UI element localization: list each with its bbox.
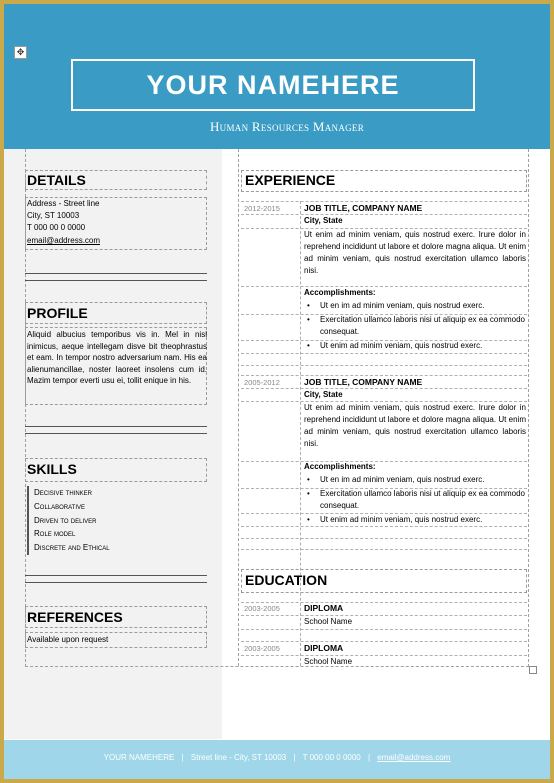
row-line bbox=[241, 602, 527, 603]
row-line bbox=[241, 488, 527, 489]
accomplishment-item[interactable]: • Ut en im ad minim veniam, quis nostrud exerc. bbox=[304, 474, 526, 487]
edu-2-degree[interactable]: DIPLOMA bbox=[304, 643, 344, 653]
row-line bbox=[241, 375, 527, 376]
row-line bbox=[241, 526, 527, 527]
row-line bbox=[241, 286, 527, 287]
section-rule bbox=[25, 575, 207, 583]
footer-email[interactable]: email@address.com bbox=[377, 753, 451, 762]
row-line bbox=[241, 214, 527, 215]
edu-2-dates[interactable]: 2003-2005 bbox=[244, 644, 280, 653]
job-2-title[interactable]: JOB TITLE, COMPANY NAME bbox=[304, 377, 423, 387]
footer bbox=[4, 740, 550, 779]
job-2-location[interactable]: City, State bbox=[304, 390, 343, 399]
details-heading[interactable]: DETAILS bbox=[27, 172, 86, 188]
accomplishment-item[interactable]: • Exercitation ullamco laboris nisi ut aliquip ex ea commodo consequat. bbox=[304, 488, 526, 513]
job-1-title[interactable]: JOB TITLE, COMPANY NAME bbox=[304, 203, 423, 213]
footer-separator: | bbox=[181, 753, 184, 762]
skill-item[interactable]: Role model bbox=[34, 529, 76, 539]
accomplishment-item[interactable]: • Exercitation ullamco laboris nisi ut aliquip ex ea commodo consequat. bbox=[304, 314, 526, 339]
job-2-accomplishments bbox=[304, 474, 526, 526]
footer-name[interactable]: YOUR NAMEHERE bbox=[103, 753, 175, 762]
experience-heading[interactable]: EXPERIENCE bbox=[245, 172, 336, 188]
row-line bbox=[241, 314, 527, 315]
resume-page bbox=[4, 4, 550, 779]
edu-2-school[interactable]: School Name bbox=[304, 657, 353, 666]
row-line bbox=[241, 201, 527, 202]
references-text[interactable]: Available upon request bbox=[27, 635, 109, 644]
skill-item[interactable]: Driven to deliver bbox=[34, 515, 97, 525]
row-line bbox=[241, 549, 527, 550]
accomplishment-item[interactable]: • Ut enim ad minim veniam, quis nostrud exerc. bbox=[304, 514, 526, 527]
job-1-accomplishments-label[interactable]: Accomplishments: bbox=[304, 288, 376, 297]
row-line bbox=[241, 538, 527, 539]
education-heading[interactable]: EDUCATION bbox=[245, 572, 328, 588]
job-1-dates[interactable]: 2012-2015 bbox=[244, 204, 280, 213]
footer-separator: | bbox=[367, 753, 371, 762]
job-2-dates[interactable]: 2005-2012 bbox=[244, 378, 280, 387]
skill-item[interactable]: Collaborative bbox=[34, 501, 86, 511]
edu-1-school[interactable]: School Name bbox=[304, 617, 353, 626]
row-line bbox=[241, 353, 527, 354]
accomplishment-item[interactable]: • Ut enim ad minim veniam, quis nostrud exerc. bbox=[304, 340, 526, 353]
section-rule bbox=[25, 426, 207, 434]
references-heading[interactable]: REFERENCES bbox=[27, 609, 123, 625]
date-column-divider bbox=[300, 201, 301, 666]
footer-separator: | bbox=[293, 753, 296, 762]
name-title[interactable]: YOUR NAMEHERE bbox=[71, 59, 475, 111]
job-2-description[interactable]: Ut enim ad minim veniam, quis nostrud exerc. Irure dolor in reprehend incididunt ut labore et dolore magna aliqua. Ut enim ad minim veniam, quis nostrud exercitation ullamco laboris nisi. bbox=[304, 403, 526, 448]
row-line bbox=[241, 340, 527, 341]
job-1-location[interactable]: City, State bbox=[304, 216, 343, 225]
table-resize-handle-icon[interactable] bbox=[529, 666, 537, 674]
row-line bbox=[241, 461, 527, 462]
row-line bbox=[241, 365, 527, 366]
edu-1-dates[interactable]: 2003-2005 bbox=[244, 604, 280, 613]
skills-list bbox=[27, 486, 207, 555]
job-title[interactable]: Human Resources Manager bbox=[209, 119, 365, 134]
accomplishment-item[interactable]: • Ut en im ad minim veniam, quis nostrud exerc. bbox=[304, 300, 526, 313]
row-line bbox=[241, 641, 527, 642]
skills-heading[interactable]: SKILLS bbox=[27, 461, 77, 477]
job-2-accomplishments-label[interactable]: Accomplishments: bbox=[304, 462, 376, 471]
job-1-accomplishments bbox=[304, 300, 526, 352]
row-line bbox=[241, 513, 527, 514]
footer-phone[interactable]: T 000 00 0 0000 bbox=[302, 753, 361, 762]
header-banner bbox=[4, 4, 550, 149]
skill-item[interactable]: Discrete and Ethical bbox=[34, 543, 110, 553]
row-line bbox=[241, 655, 527, 656]
skill-item[interactable]: Decisive thinker bbox=[34, 488, 93, 497]
details-city[interactable]: City, ST 10003 bbox=[27, 211, 80, 220]
details-phone[interactable]: T 000 00 0 0000 bbox=[27, 223, 86, 232]
row-line bbox=[241, 615, 527, 616]
table-move-handle-icon[interactable]: ✥ bbox=[14, 46, 27, 59]
section-rule bbox=[25, 273, 207, 281]
edu-1-degree[interactable]: DIPLOMA bbox=[304, 603, 344, 613]
footer-address[interactable]: Street line - City, ST 10003 bbox=[190, 753, 287, 762]
row-line bbox=[241, 388, 527, 389]
job-1-description[interactable]: Ut enim ad minim veniam, quis nostrud exerc. Irure dolor in reprehend incididunt ut labore et dolore magna aliqua. Ut enim ad minim veniam, quis nostrud exercitation ullamco laboris nisi. bbox=[304, 230, 526, 275]
details-address[interactable]: Address - Street line bbox=[27, 199, 100, 208]
row-line bbox=[241, 629, 527, 630]
details-email[interactable]: email@address.com bbox=[27, 236, 101, 245]
column-divider bbox=[238, 149, 239, 666]
profile-text[interactable]: Aliquid albucius temporibus vis in. Mel in nisl inimicus, aeque intellegam disve bit theophrastus et eam. In tempor nostro adversarium nam. His ea alienumancillae, noster laoreet insolens cum id. Mazim tempor everti usu ei, tollit enique in his. bbox=[27, 330, 207, 386]
profile-heading[interactable]: PROFILE bbox=[27, 305, 88, 321]
